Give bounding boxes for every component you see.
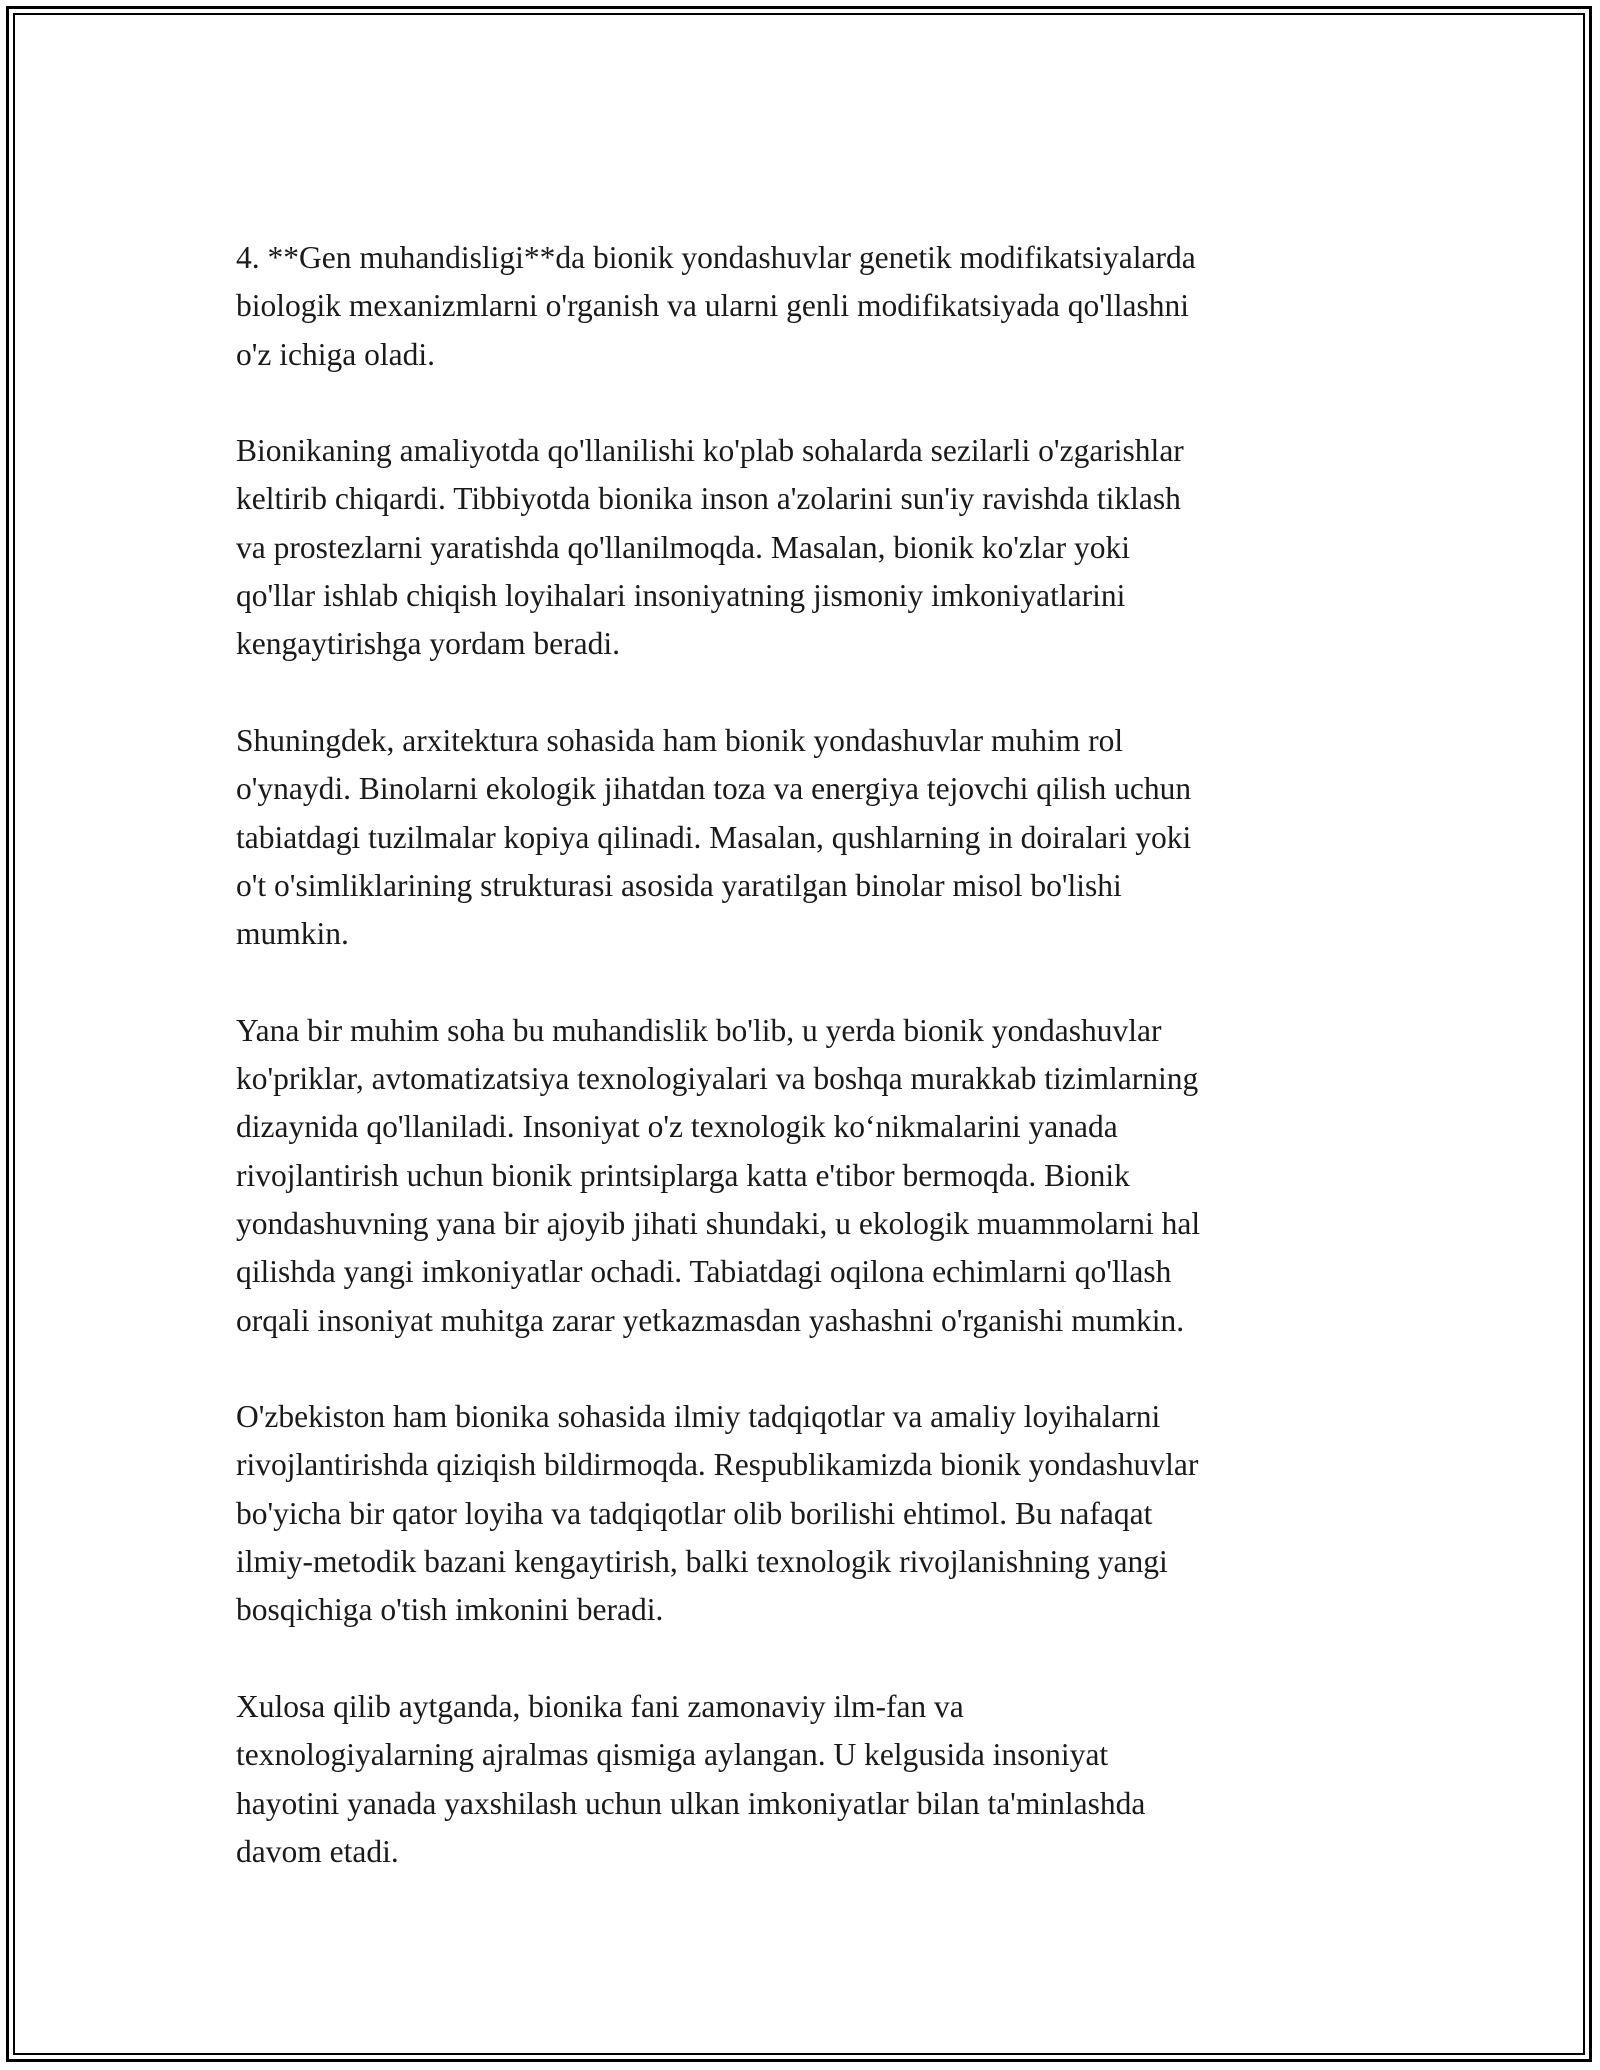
text-line: yondashuvning yana bir ajoyib jihati shundaki, u ekologik muammolarni hal (236, 1205, 1201, 1241)
text-line: keltirib chiqardi. Tibbiyotda bionika inson a'zolarini sun'iy ravishda tiklash (236, 481, 1181, 517)
paragraph-muhandislik (236, 1007, 1376, 1345)
text-line: tabiatdagi tuzilmalar kopiya qilinadi. Masalan, qushlarning in doiralari yoki (236, 819, 1192, 855)
text-line: qo'llar ishlab chiqish loyihalari insoniyatning jismoniy imkoniyatlarini (236, 578, 1126, 614)
text-line: dizaynida qo'llaniladi. Insoniyat o'z texnologik ko‘nikmalarini yanada (236, 1109, 1118, 1145)
text-line: Bionikaning amaliyotda qo'llanilishi ko'plab sohalarda sezilarli o'zgarishlar (236, 433, 1184, 469)
text-line: o'ynaydi. Binolarni ekologik jihatdan toza va energiya tejovchi qilish uchun (236, 771, 1192, 807)
text-line: Yana bir muhim soha bu muhandislik bo'lib, u yerda bionik yondashuvlar (236, 1012, 1162, 1048)
text-line: hayotini yanada yaxshilash uchun ulkan imkoniyatlar bilan ta'minlashda (236, 1785, 1146, 1821)
text-line: mumkin. (236, 916, 349, 952)
text-line: biologik mexanizmlarni o'rganish va ularni genli modifikatsiyada qo'llashni (236, 288, 1189, 324)
paragraph-gen-muhandisligi (236, 234, 1376, 379)
text-line: O'zbekiston ham bionika sohasida ilmiy tadqiqotlar va amaliy loyihalarni (236, 1399, 1161, 1435)
text-line: 4. **Gen muhandisligi**da bionik yondashuvlar genetik modifikatsiyalarda (236, 240, 1196, 275)
text-line: bosqichiga o'tish imkonini beradi. (236, 1592, 664, 1628)
text-line: o'z ichiga oladi. (236, 336, 435, 372)
text-line: ko'priklar, avtomatizatsiya texnologiyalari va boshqa murakkab tizimlarning (236, 1061, 1199, 1097)
paragraph-ozbekiston (236, 1393, 1376, 1634)
text-line: o't o'simliklarining strukturasi asosida yaratilgan binolar misol bo'lishi (236, 867, 1122, 903)
text-line: Shuningdek, arxitektura sohasida ham bionik yondashuvlar muhim rol (236, 722, 1124, 758)
paragraph-xulosa (236, 1683, 1376, 1876)
text-line: qilishda yangi imkoniyatlar ochadi. Tabiatdagi oqilona echimlarni qo'llash (236, 1254, 1172, 1290)
text-line: bo'yicha bir qator loyiha va tadqiqotlar olib borilishi ehtimol. Bu nafaqat (236, 1495, 1153, 1531)
paragraph-amaliyot (236, 427, 1376, 668)
text-line: texnologiyalarning ajralmas qismiga aylangan. U kelgusida insoniyat (236, 1737, 1109, 1773)
text-line: va prostezlarni yaratishda qo'llanilmoqda. Masalan, bionik ko'zlar yoki (236, 529, 1130, 565)
text-line: ilmiy-metodik bazani kengaytirish, balki texnologik rivojlanishning yangi (236, 1544, 1168, 1580)
text-line: rivojlantirishda qiziqish bildirmoqda. Respublikamizda bionik yondashuvlar (236, 1447, 1199, 1483)
text-line: davom etadi. (236, 1833, 399, 1869)
paragraph-arxitektura (236, 717, 1376, 958)
text-line: Xulosa qilib aytganda, bionika fani zamonaviy ilm-fan va (236, 1688, 964, 1724)
text-line: kengaytirishga yordam beradi. (236, 626, 620, 662)
document-body (236, 234, 1376, 1876)
text-line: rivojlantirish uchun bionik printsiplarga katta e'tibor bermoqda. Bionik (236, 1157, 1130, 1193)
text-line: orqali insoniyat muhitga zarar yetkazmasdan yashashni o'rganishi mumkin. (236, 1302, 1185, 1338)
